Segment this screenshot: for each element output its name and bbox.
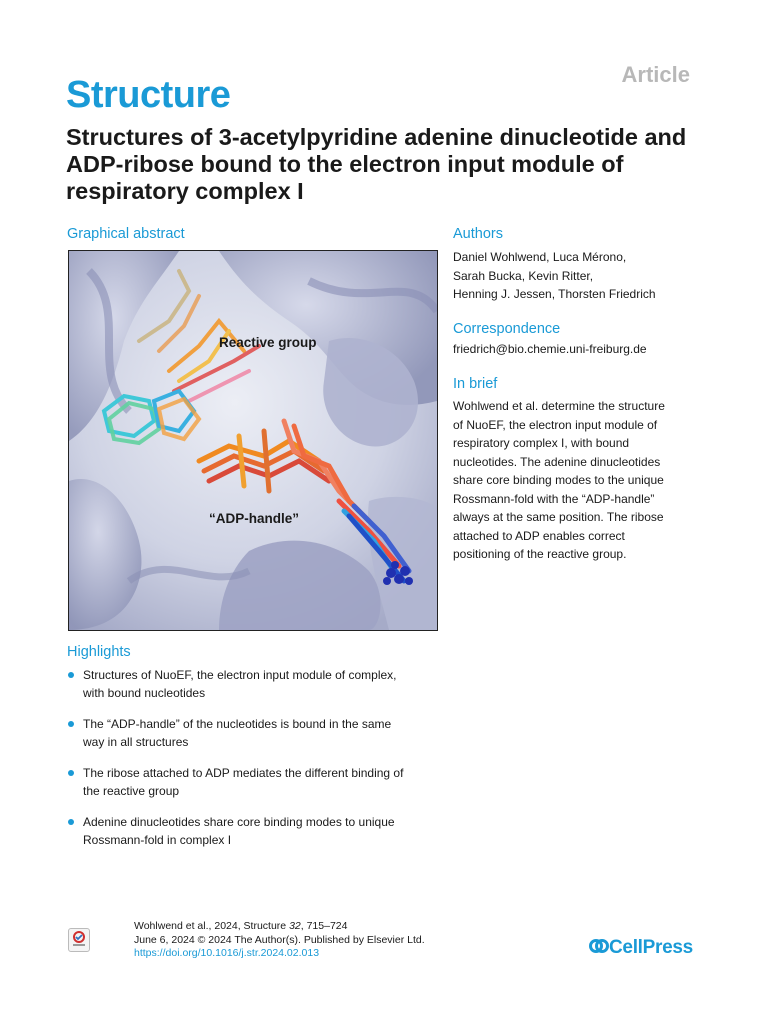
highlight-item: Structures of NuoEF, the electron input module of complex, with bound nucleotides bbox=[66, 666, 446, 702]
bullet-icon bbox=[68, 819, 74, 825]
protein-structure-illustration bbox=[69, 251, 437, 630]
authors-list: Daniel Wohlwend, Luca Mérono, Sarah Bucka, Kevin Ritter, Henning J. Jessen, Thorsten Friedrich bbox=[453, 250, 656, 301]
citation-footer bbox=[134, 920, 425, 961]
correspondence-heading: Correspondence bbox=[453, 321, 561, 337]
highlights-list bbox=[66, 666, 446, 862]
bullet-icon bbox=[68, 721, 74, 727]
highlights-heading: Highlights bbox=[67, 644, 131, 660]
journal-name: Structure bbox=[66, 74, 231, 116]
authors-heading: Authors bbox=[453, 226, 503, 242]
bullet-icon bbox=[68, 770, 74, 776]
highlight-item: Adenine dinucleotides share core binding modes to unique Rossmann-fold in complex I bbox=[66, 813, 446, 849]
citation-line: Wohlwend et al., 2024, Structure 32, 715–724 bbox=[134, 920, 348, 932]
in-brief-text: Wohlwend et al. determine the structure of NuoEF, the electron input module of respiratory complex I, with bound nucleotides. The adenine dinucleotides share core binding modes to the unique Rossmann-fold with the “ADP-handle” always at the same position. The ribose attached to ADP enables correct positioning of the reactive group. bbox=[453, 399, 665, 561]
correspondence-email[interactable]: friedrich@bio.chemie.uni-freiburg.de bbox=[453, 342, 647, 356]
graphical-abstract-image bbox=[68, 250, 438, 631]
check-updates-icon bbox=[69, 929, 89, 951]
highlight-item: The “ADP-handle” of the nucleotides is bound in the same way in all structures bbox=[66, 715, 446, 751]
graphical-abstract-heading: Graphical abstract bbox=[67, 226, 185, 242]
bullet-icon bbox=[68, 672, 74, 678]
in-brief-heading: In brief bbox=[453, 376, 498, 392]
copyright-line: June 6, 2024 © 2024 The Author(s). Published by Elsevier Ltd. bbox=[134, 933, 425, 946]
label-reactive-group: Reactive group bbox=[219, 335, 317, 350]
cellpress-icon bbox=[589, 937, 609, 955]
cellpress-logo: CellPress bbox=[589, 937, 693, 959]
doi-link[interactable]: https://doi.org/10.1016/j.str.2024.02.013 bbox=[134, 947, 320, 959]
article-title: Structures of 3-acetylpyridine adenine dinucleotide and ADP-ribose bound to the electron input module of respiratory complex I bbox=[66, 124, 687, 204]
highlight-item: The ribose attached to ADP mediates the different binding of the reactive group bbox=[66, 764, 446, 800]
article-type-label: Article bbox=[621, 62, 690, 87]
check-for-updates-badge[interactable] bbox=[68, 928, 90, 952]
label-adp-handle: “ADP-handle” bbox=[209, 511, 300, 526]
